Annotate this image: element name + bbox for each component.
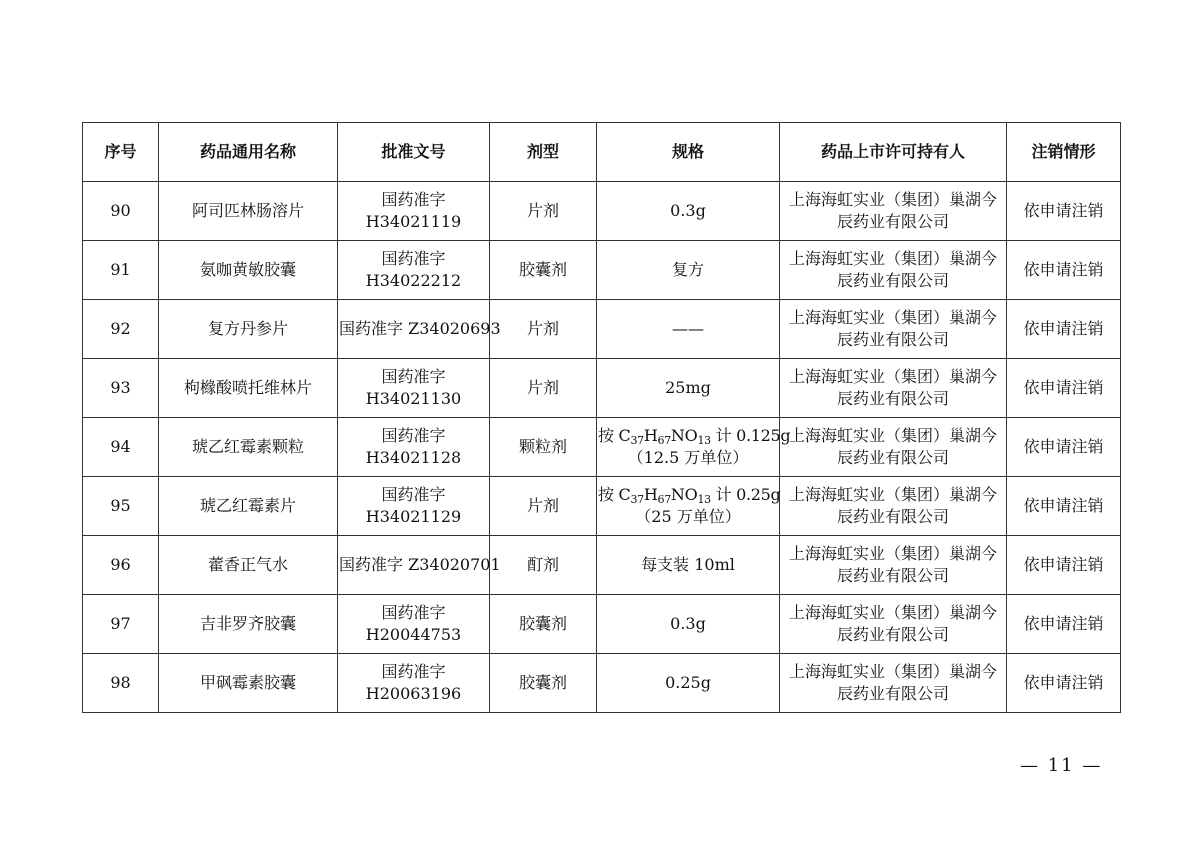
cell-holder <box>780 300 1007 359</box>
spec-line: 每支装 10ml <box>641 555 735 574</box>
cell-spec <box>597 359 780 418</box>
cell-status: 依申请注销 <box>1007 418 1121 477</box>
cell-no: 92 <box>83 300 159 359</box>
cell-no: 98 <box>83 654 159 713</box>
cell-form: 片剂 <box>490 359 597 418</box>
cell-name: 琥乙红霉素片 <box>159 477 338 536</box>
approval-line: H34021128 <box>365 448 462 467</box>
holder-line: 辰药业有限公司 <box>836 625 949 644</box>
holder-line: 辰药业有限公司 <box>836 448 949 467</box>
table-row <box>83 182 1121 241</box>
table-row <box>83 241 1121 300</box>
cell-status: 依申请注销 <box>1007 654 1121 713</box>
formula-o-count: 13 <box>697 493 711 506</box>
holder-line: 上海海虹实业（集团）巢湖今 <box>788 603 997 622</box>
cell-approval <box>338 477 490 536</box>
cell-name: 琥乙红霉素颗粒 <box>159 418 338 477</box>
cell-spec <box>597 182 780 241</box>
spec-formula-line <box>598 484 781 506</box>
table-row <box>83 536 1121 595</box>
approval-line: H34021119 <box>365 212 462 231</box>
cell-spec <box>597 654 780 713</box>
approval-line: 国药准字 <box>381 662 446 681</box>
cell-holder <box>780 595 1007 654</box>
table-row <box>83 477 1121 536</box>
formula-h-count: 67 <box>657 493 671 506</box>
holder-line: 上海海虹实业（集团）巢湖今 <box>788 426 997 445</box>
table-row <box>83 418 1121 477</box>
spec-suffix: 计 0.125g <box>710 426 791 445</box>
approval-line: H34022212 <box>365 271 462 290</box>
approval-line: 国药准字 Z34020701 <box>339 555 501 574</box>
table-header-row <box>83 123 1121 182</box>
approval-line: 国药准字 <box>381 426 446 445</box>
cell-name: 复方丹参片 <box>159 300 338 359</box>
cell-holder <box>780 477 1007 536</box>
formula-h: H <box>643 485 658 504</box>
table-row <box>83 595 1121 654</box>
holder-line: 辰药业有限公司 <box>836 212 949 231</box>
holder-line: 上海海虹实业（集团）巢湖今 <box>788 308 997 327</box>
header-cell-name: 药品通用名称 <box>159 123 338 182</box>
cell-form: 片剂 <box>490 182 597 241</box>
holder-line: 辰药业有限公司 <box>836 271 949 290</box>
cell-approval <box>338 536 501 595</box>
header-cell-spec: 规格 <box>597 123 780 182</box>
approval-line: H34021129 <box>365 507 462 526</box>
cell-status: 依申请注销 <box>1007 595 1121 654</box>
holder-line: 上海海虹实业（集团）巢湖今 <box>788 485 997 504</box>
cell-form: 胶囊剂 <box>490 241 597 300</box>
cell-approval <box>338 654 490 713</box>
cell-holder <box>780 418 1007 477</box>
spec-line: （25 万单位） <box>635 507 741 526</box>
holder-line: 辰药业有限公司 <box>836 684 949 703</box>
cell-no: 95 <box>83 477 159 536</box>
cell-no: 97 <box>83 595 159 654</box>
cell-holder <box>780 536 1007 595</box>
cell-no: 93 <box>83 359 159 418</box>
spec-line: 25mg <box>665 378 711 397</box>
holder-line: 辰药业有限公司 <box>836 389 949 408</box>
cell-spec <box>597 300 780 359</box>
approval-line: 国药准字 <box>381 249 446 268</box>
cell-approval <box>338 359 490 418</box>
cell-name: 吉非罗齐胶囊 <box>159 595 338 654</box>
cell-status: 依申请注销 <box>1007 359 1121 418</box>
holder-line: 辰药业有限公司 <box>836 507 949 526</box>
cell-no: 91 <box>83 241 159 300</box>
approval-line: 国药准字 Z34020693 <box>339 319 501 338</box>
cell-holder <box>780 654 1007 713</box>
cell-status: 依申请注销 <box>1007 241 1121 300</box>
cell-no: 96 <box>83 536 159 595</box>
cell-no: 94 <box>83 418 159 477</box>
table-row <box>83 359 1121 418</box>
cell-holder <box>780 359 1007 418</box>
spec-line: 复方 <box>671 260 704 279</box>
cell-name: 甲砜霉素胶囊 <box>159 654 338 713</box>
cell-spec <box>597 477 780 536</box>
cell-name: 氨咖黄敏胶囊 <box>159 241 338 300</box>
cell-status: 依申请注销 <box>1007 300 1121 359</box>
formula-c-count: 37 <box>630 434 644 447</box>
cell-approval <box>338 182 490 241</box>
cell-approval <box>338 241 490 300</box>
spec-prefix: 按 <box>598 426 619 445</box>
table-row <box>83 654 1121 713</box>
cell-name: 藿香正气水 <box>159 536 338 595</box>
holder-line: 上海海虹实业（集团）巢湖今 <box>788 367 997 386</box>
approval-line: H20044753 <box>365 625 462 644</box>
cell-form: 片剂 <box>490 477 597 536</box>
header-cell-no: 序号 <box>83 123 159 182</box>
holder-line: 上海海虹实业（集团）巢湖今 <box>788 544 997 563</box>
spec-prefix: 按 <box>598 485 619 504</box>
cell-spec <box>597 241 780 300</box>
holder-line: 上海海虹实业（集团）巢湖今 <box>788 249 997 268</box>
formula-c-count: 37 <box>630 493 644 506</box>
cell-name: 阿司匹林肠溶片 <box>159 182 338 241</box>
cell-form: 胶囊剂 <box>490 654 597 713</box>
cell-spec <box>597 418 791 477</box>
spec-suffix: 计 0.25g <box>710 485 781 504</box>
cell-no: 90 <box>83 182 159 241</box>
drug-cancellation-table <box>82 122 1121 713</box>
header-cell-approval: 批准文号 <box>338 123 490 182</box>
formula-no: NO <box>670 485 698 504</box>
header-cell-status: 注销情形 <box>1007 123 1121 182</box>
cell-spec <box>597 536 780 595</box>
approval-line: H34021130 <box>365 389 462 408</box>
cell-status: 依申请注销 <box>1007 536 1121 595</box>
formula-c: C <box>618 426 631 445</box>
holder-line: 上海海虹实业（集团）巢湖今 <box>788 190 997 209</box>
approval-line: 国药准字 <box>381 603 446 622</box>
spec-line: 0.3g <box>670 201 706 220</box>
cell-status: 依申请注销 <box>1007 477 1121 536</box>
holder-line: 辰药业有限公司 <box>836 566 949 585</box>
spec-line: 0.3g <box>670 614 706 633</box>
cell-approval <box>338 300 501 359</box>
approval-line: 国药准字 <box>381 190 446 209</box>
formula-no: NO <box>670 426 698 445</box>
formula-c: C <box>618 485 631 504</box>
header-cell-form: 剂型 <box>490 123 597 182</box>
approval-line: 国药准字 <box>381 485 446 504</box>
cell-form: 胶囊剂 <box>490 595 597 654</box>
cell-name: 枸橼酸喷托维林片 <box>159 359 338 418</box>
cell-form: 酊剂 <box>490 536 597 595</box>
holder-line: 上海海虹实业（集团）巢湖今 <box>788 662 997 681</box>
header-cell-holder: 药品上市许可持有人 <box>780 123 1007 182</box>
approval-line: 国药准字 <box>381 367 446 386</box>
cell-holder <box>780 182 1007 241</box>
cell-approval <box>338 595 490 654</box>
page-number: — 11 — <box>1020 755 1103 776</box>
cell-approval <box>338 418 490 477</box>
cell-form: 片剂 <box>490 300 597 359</box>
table-row <box>83 300 1121 359</box>
spec-line: 0.25g <box>665 673 711 692</box>
formula-h: H <box>643 426 658 445</box>
approval-line: H20063196 <box>365 684 462 703</box>
cell-form: 颗粒剂 <box>490 418 597 477</box>
cell-status: 依申请注销 <box>1007 182 1121 241</box>
cell-holder <box>780 241 1007 300</box>
spec-formula-line <box>598 425 791 447</box>
spec-line: （12.5 万单位） <box>627 448 749 467</box>
spec-line: —— <box>672 319 704 338</box>
formula-o-count: 13 <box>697 434 711 447</box>
cell-spec <box>597 595 780 654</box>
formula-h-count: 67 <box>657 434 671 447</box>
holder-line: 辰药业有限公司 <box>836 330 949 349</box>
